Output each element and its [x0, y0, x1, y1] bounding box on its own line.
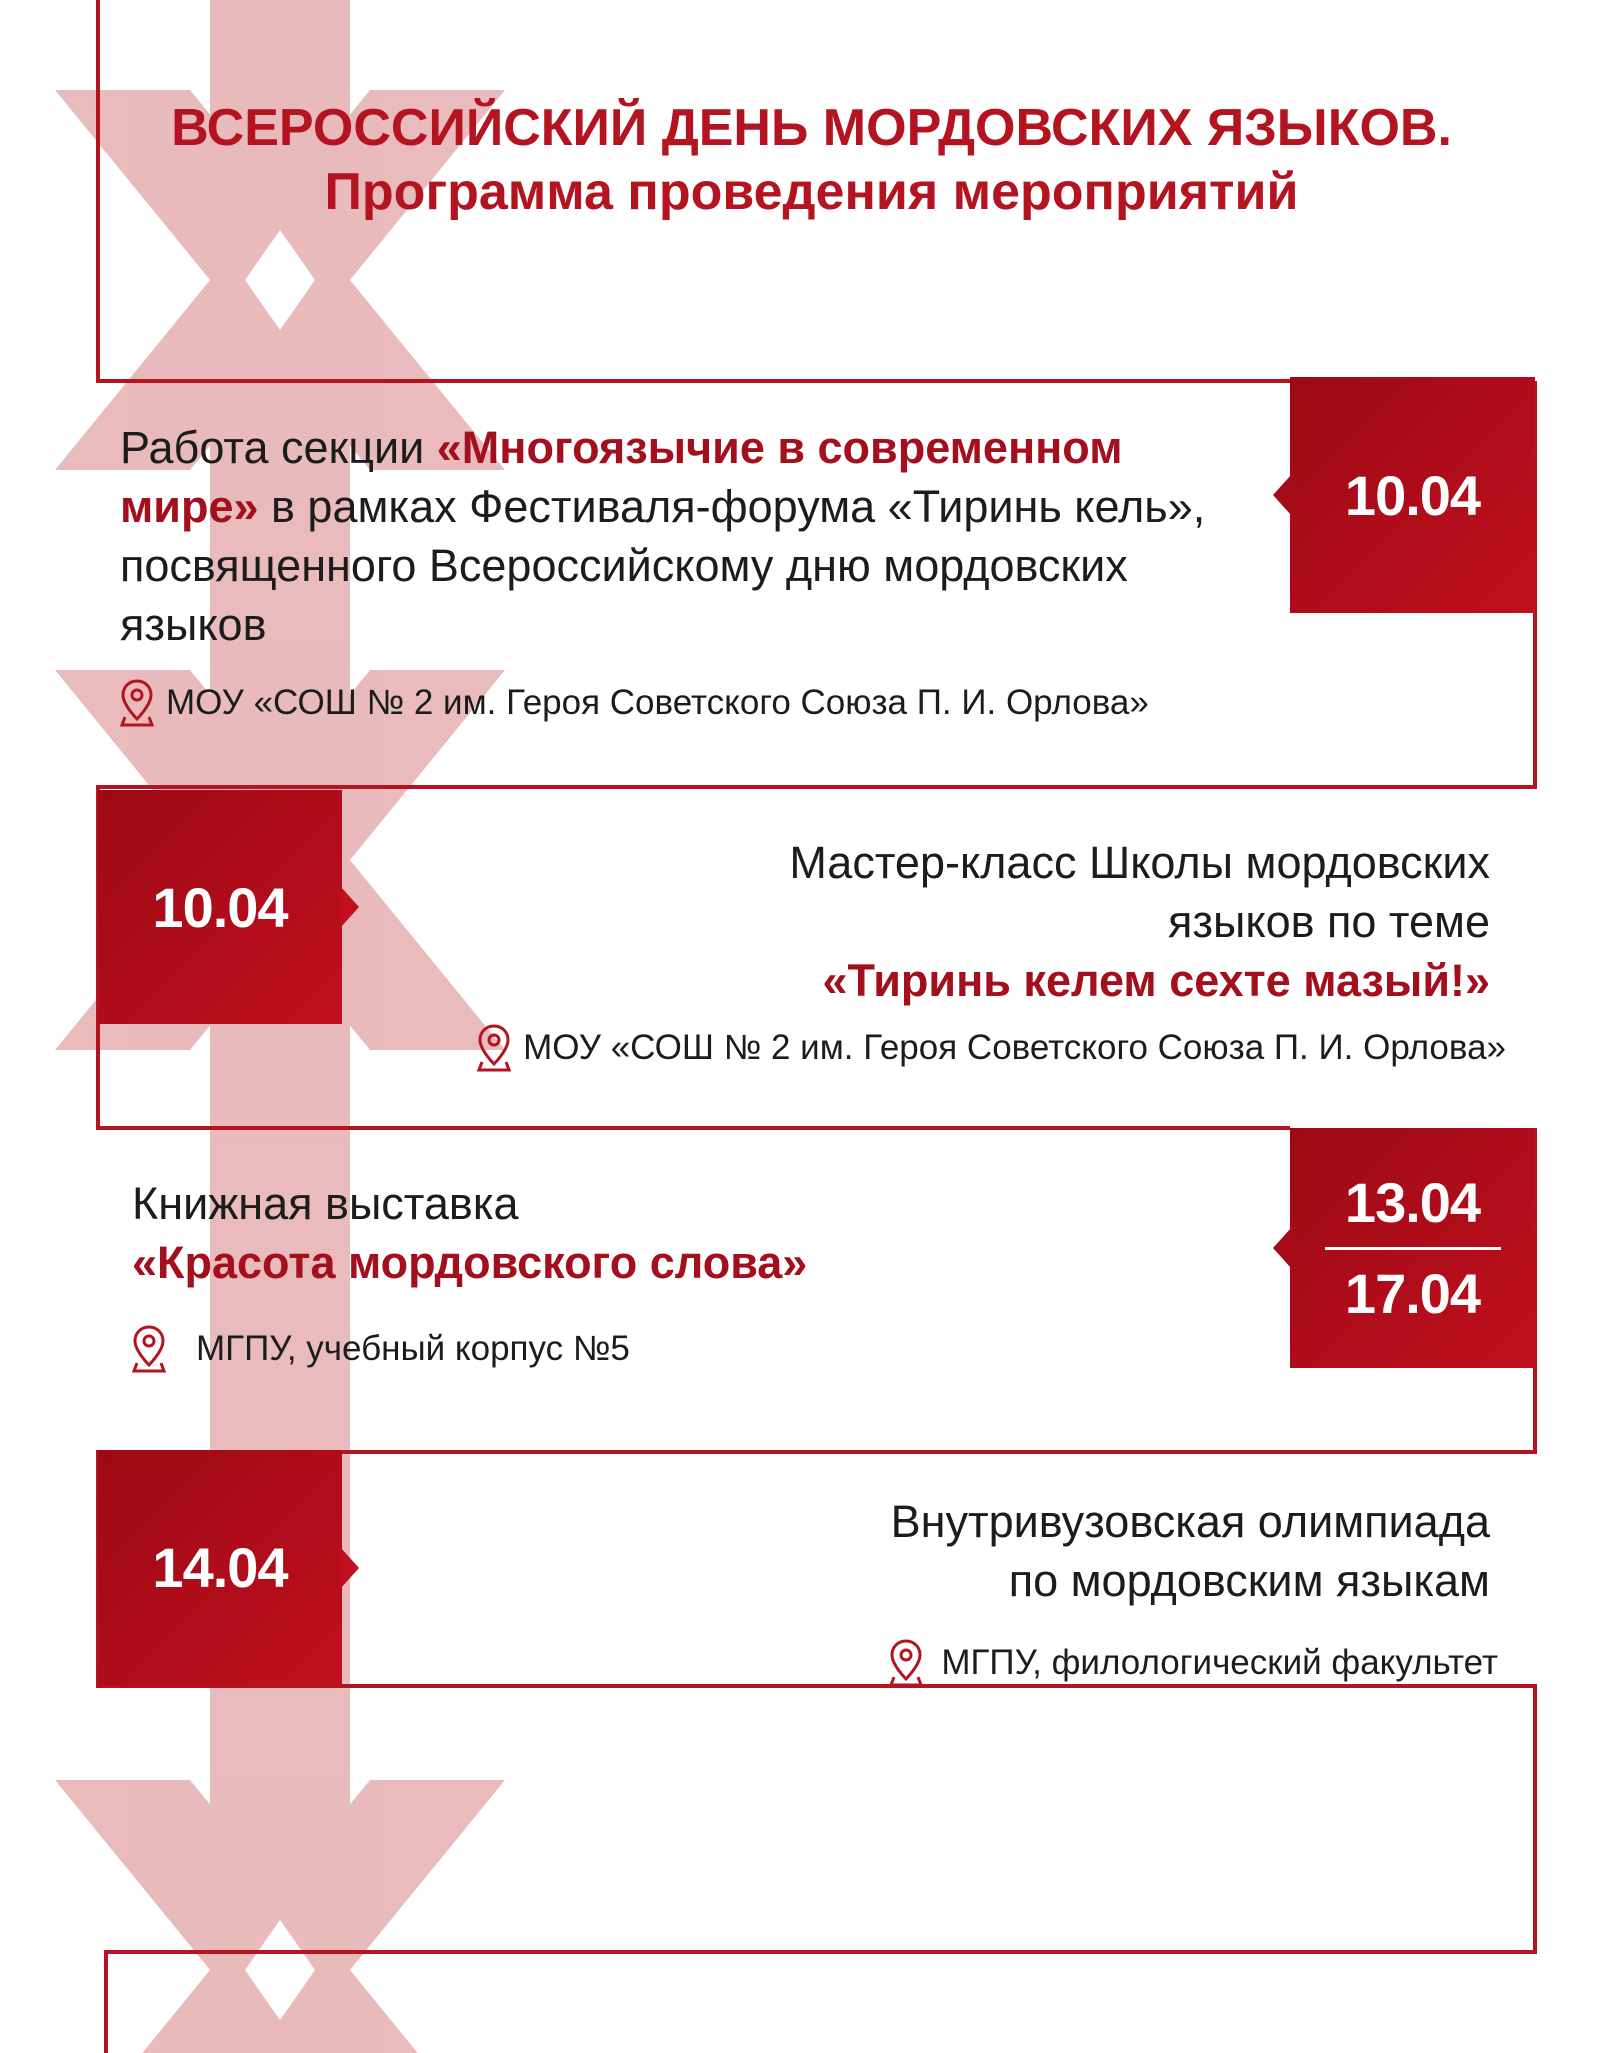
event-4-text-line-2: по мордовским языкам: [1008, 1555, 1490, 1606]
event-3-text-line-1: Книжная выставка: [132, 1178, 519, 1229]
title-line-2: Программа проведения мероприятий: [324, 163, 1299, 221]
event-2-description: [560, 833, 1490, 1010]
event-1-description: [120, 418, 1270, 654]
event-3-date: [1290, 1128, 1535, 1368]
event-2-location-label: МОУ «СОШ № 2 им. Героя Советского Союза П. И. Орлова»: [523, 1028, 1506, 1067]
event-3-accent: «Красота мордовского слова»: [132, 1237, 808, 1288]
event-4-date: [98, 1450, 342, 1685]
arrow-right-icon: [341, 887, 359, 927]
arrow-left-icon: [1273, 1228, 1291, 1268]
event-3-date-start: 13.04: [1344, 1170, 1481, 1234]
map-pin-icon: [889, 1639, 923, 1687]
map-pin-icon: [477, 1024, 511, 1072]
date-separator: [1325, 1247, 1501, 1250]
event-1-date-label: 10.04: [1344, 463, 1481, 527]
event-3-location: [132, 1322, 630, 1376]
map-pin-icon: [132, 1325, 166, 1373]
event-3-description: [132, 1174, 1232, 1292]
event-2-location: [380, 1021, 1506, 1075]
event-2-accent: «Тиринь келем сехте мазый!»: [822, 955, 1490, 1006]
event-1-location: [120, 676, 1149, 730]
event-2-date: [98, 790, 342, 1024]
map-pin-icon: [120, 679, 154, 727]
event-3-date-end: 17.04: [1344, 1261, 1481, 1325]
page-title: [0, 96, 1623, 224]
event-2-text-line-2: языков по теме: [1168, 896, 1490, 947]
arrow-right-icon: [341, 1548, 359, 1588]
event-1-location-label: МОУ «СОШ № 2 им. Героя Советского Союза П. И. Орлова»: [166, 683, 1149, 722]
title-line-1: ВСЕРОССИЙСКИЙ ДЕНЬ МОРДОВСКИХ ЯЗЫКОВ.: [171, 99, 1452, 157]
event-1-date: [1290, 377, 1535, 613]
event-4-description: [560, 1492, 1490, 1610]
event-1-accent: «Многоязычие в современном мире»: [120, 422, 1123, 532]
event-4-location-label: МГПУ, филологический факультет: [941, 1643, 1498, 1682]
event-1-text-before: Работа секции: [120, 422, 437, 473]
event-2-text-line-1: Мастер-класс Школы мордовских: [789, 837, 1490, 888]
event-1-text-after: в рамках Фестиваля-форума «Тиринь кель», посвященного Всероссийскому дню мордовских языков: [120, 481, 1206, 650]
arrow-left-icon: [1273, 475, 1291, 515]
event-4-date-label: 14.04: [152, 1536, 288, 1599]
event-2-date-label: 10.04: [152, 875, 288, 939]
event-4-location: [560, 1636, 1498, 1690]
event-4-text-line-1: Внутривузовская олимпиада: [890, 1496, 1490, 1547]
event-3-location-label: МГПУ, учебный корпус №5: [196, 1329, 630, 1368]
